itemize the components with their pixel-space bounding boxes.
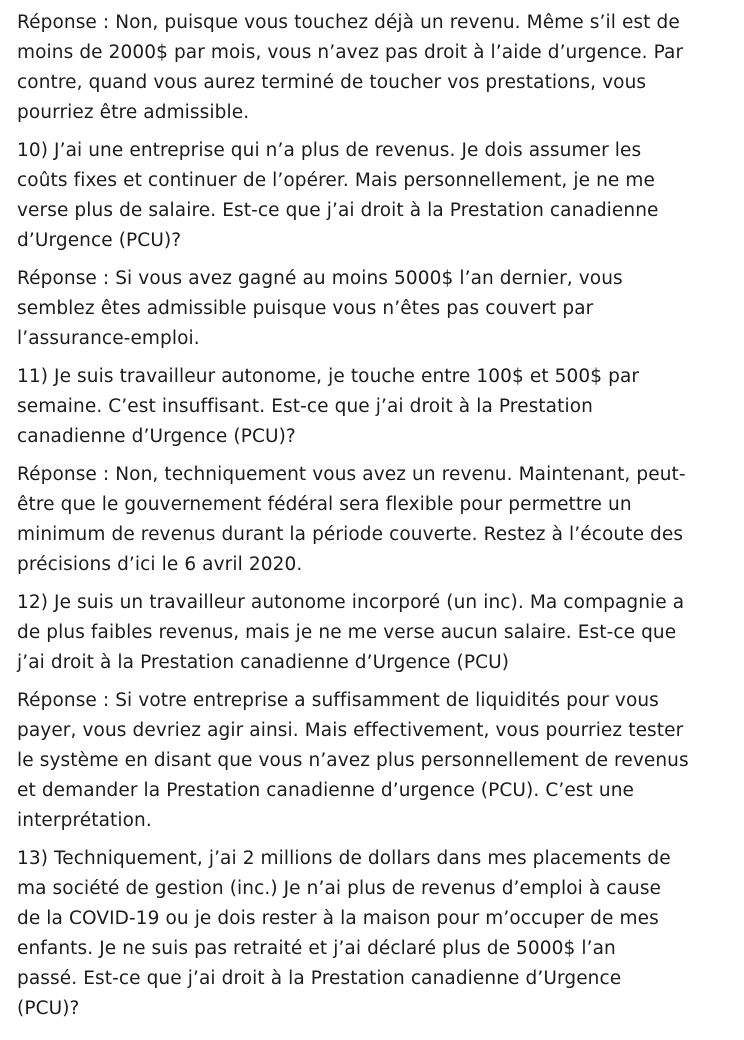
text-line: d’Urgence (PCU)? xyxy=(17,230,182,251)
text-line: 12) Je suis un travailleur autonome incorporé (un inc). Ma compagnie a xyxy=(17,592,685,613)
text-line: de plus faibles revenus, mais je ne me verse aucun salaire. Est-ce que xyxy=(17,622,677,643)
faq-answer xyxy=(17,686,736,836)
faq-answer xyxy=(17,8,736,128)
text-line: enfants. Je ne suis pas retraité et j’ai déclaré plus de 5000$ l’an xyxy=(17,938,616,959)
text-line: minimum de revenus durant la période couverte. Restez à l’écoute des xyxy=(17,524,684,545)
text-line: j’ai droit à la Prestation canadienne d’Urgence (PCU) xyxy=(17,652,510,673)
text-line: précisions d’ici le 6 avril 2020. xyxy=(17,554,303,575)
faq-question xyxy=(17,136,736,256)
text-line: passé. Est-ce que j’ai droit à la Prestation canadienne d’Urgence xyxy=(17,968,622,989)
text-line: contre, quand vous aurez terminé de toucher vos prestations, vous xyxy=(17,72,647,93)
text-line: pourriez être admissible. xyxy=(17,102,250,123)
text-line: semblez êtes admissible puisque vous n’êtes pas couvert par xyxy=(17,298,594,319)
text-line: ma société de gestion (inc.) Je n’ai plus de revenus d’emploi à cause xyxy=(17,878,662,899)
text-line: payer, vous devriez agir ainsi. Mais effectivement, vous pourriez tester xyxy=(17,720,684,741)
text-line: verse plus de salaire. Est-ce que j’ai droit à la Prestation canadienne xyxy=(17,200,659,221)
faq-answer xyxy=(17,460,736,580)
text-line: canadienne d’Urgence (PCU)? xyxy=(17,426,296,447)
text-line: coûts fixes et continuer de l’opérer. Mais personnellement, je ne me xyxy=(17,170,655,191)
text-line: 11) Je suis travailleur autonome, je touche entre 100$ et 500$ par xyxy=(17,366,640,387)
text-line: Réponse : Non, techniquement vous avez un revenu. Maintenant, peut- xyxy=(17,464,686,485)
text-line: Réponse : Si votre entreprise a suffisamment de liquidités pour vous xyxy=(17,690,659,711)
faq-question xyxy=(17,362,736,452)
faq-question xyxy=(17,844,736,1024)
text-line: le système en disant que vous n’avez plus personnellement de revenus xyxy=(17,750,689,771)
text-line: 10) J’ai une entreprise qui n’a plus de revenus. Je dois assumer les xyxy=(17,140,642,161)
text-line: (PCU)? xyxy=(17,998,80,1019)
text-line: moins de 2000$ par mois, vous n’avez pas droit à l’aide d’urgence. Par xyxy=(17,42,684,63)
text-line: Réponse : Si vous avez gagné au moins 5000$ l’an dernier, vous xyxy=(17,268,623,289)
text-line: semaine. C’est insuffisant. Est-ce que j’ai droit à la Prestation xyxy=(17,396,593,417)
faq-answer xyxy=(17,264,736,354)
text-line: interprétation. xyxy=(17,810,152,831)
text-line: être que le gouvernement fédéral sera flexible pour permettre un xyxy=(17,494,632,515)
text-line: de la COVID-19 ou je dois rester à la maison pour m’occuper de mes xyxy=(17,908,659,929)
text-line: et demander la Prestation canadienne d’urgence (PCU). C’est une xyxy=(17,780,635,801)
text-line: l’assurance-emploi. xyxy=(17,328,200,349)
text-line: 13) Techniquement, j’ai 2 millions de dollars dans mes placements de xyxy=(17,848,671,869)
faq-question xyxy=(17,588,736,678)
text-line: Réponse : Non, puisque vous touchez déjà un revenu. Même s’il est de xyxy=(17,12,680,33)
